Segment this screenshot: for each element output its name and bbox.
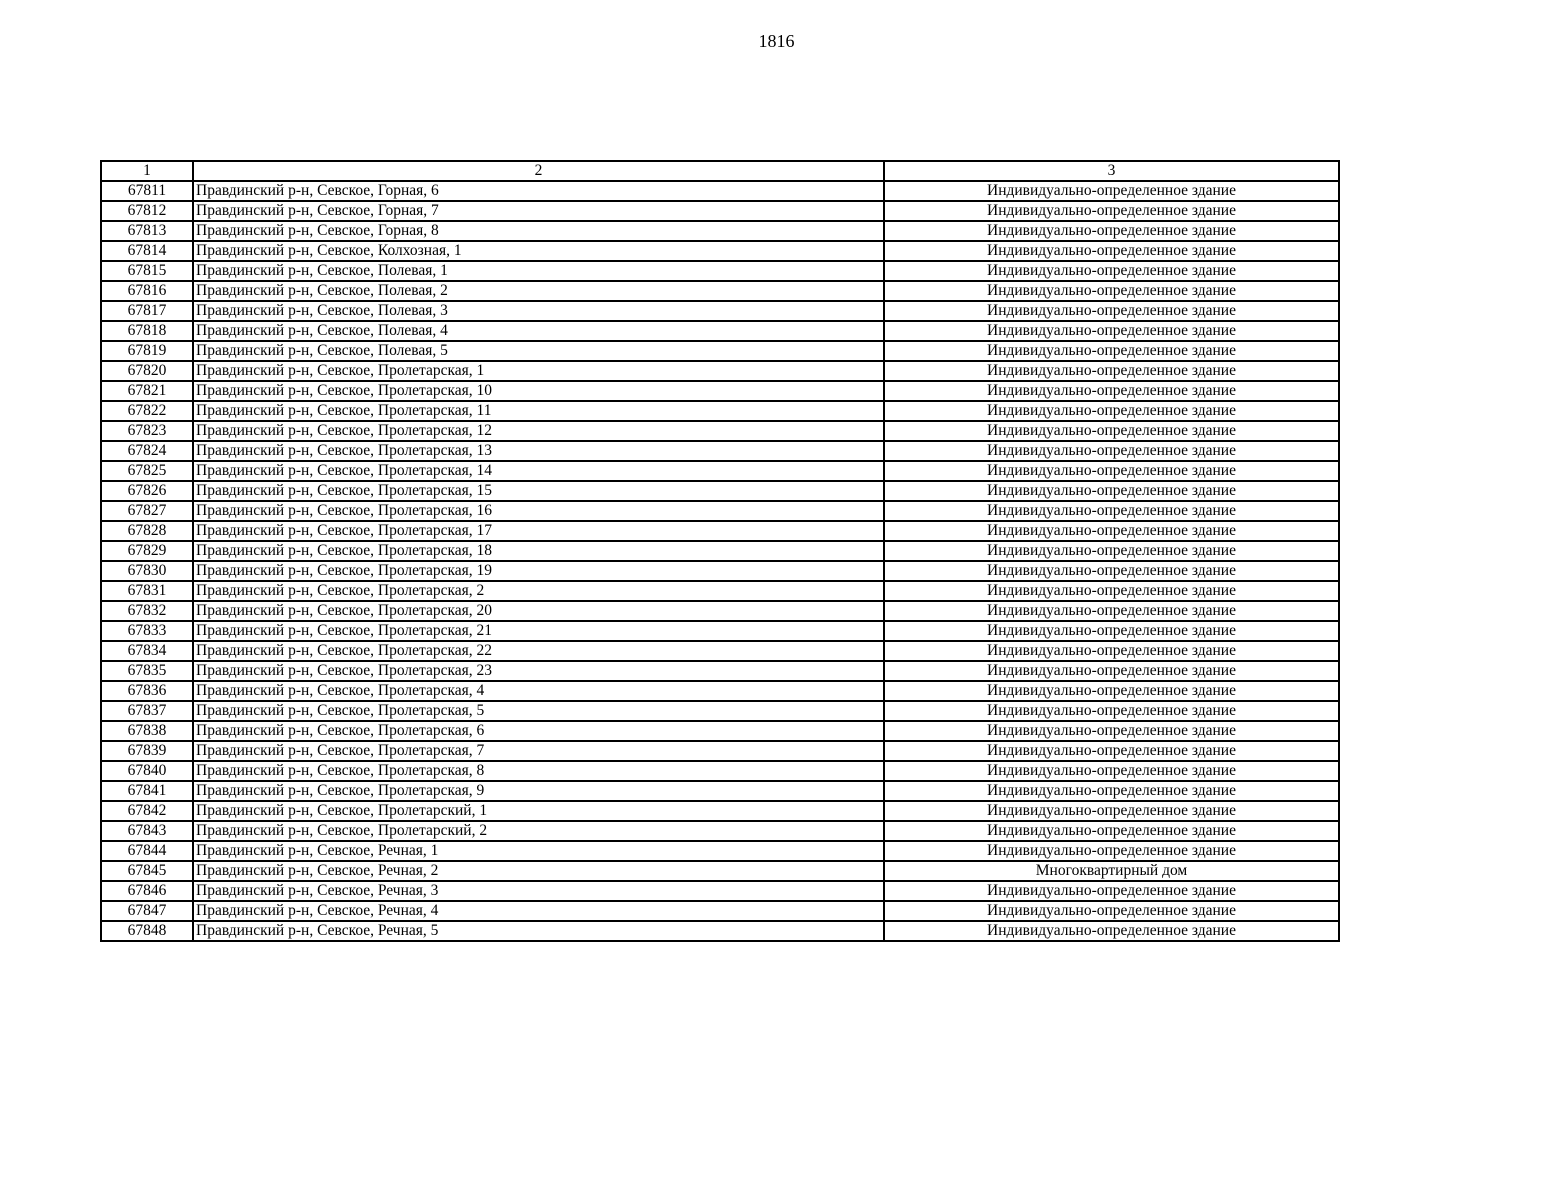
- object-type-cell: Индивидуально-определенное здание: [884, 401, 1339, 421]
- address-cell: Правдинский р-н, Севское, Речная, 4: [193, 901, 884, 921]
- row-number-cell: 67832: [101, 601, 193, 621]
- row-number-cell: 67821: [101, 381, 193, 401]
- address-cell: Правдинский р-н, Севское, Пролетарская, 10: [193, 381, 884, 401]
- address-cell: Правдинский р-н, Севское, Пролетарская, 15: [193, 481, 884, 501]
- table-row: [101, 861, 1339, 881]
- table-row: [101, 281, 1339, 301]
- table-row: [101, 921, 1339, 941]
- object-type-cell: Индивидуально-определенное здание: [884, 501, 1339, 521]
- table-row: [101, 621, 1339, 641]
- object-type-cell: Индивидуально-определенное здание: [884, 701, 1339, 721]
- table-row: [101, 241, 1339, 261]
- row-number-cell: 67827: [101, 501, 193, 521]
- object-type-cell: Многоквартирный дом: [884, 861, 1339, 881]
- object-type-cell: Индивидуально-определенное здание: [884, 781, 1339, 801]
- registry-table: [100, 160, 1340, 942]
- table-row: [101, 901, 1339, 921]
- object-type-cell: Индивидуально-определенное здание: [884, 441, 1339, 461]
- table-row: [101, 681, 1339, 701]
- column-header-1: 1: [101, 161, 193, 181]
- row-number-cell: 67818: [101, 321, 193, 341]
- address-cell: Правдинский р-н, Севское, Горная, 7: [193, 201, 884, 221]
- row-number-cell: 67815: [101, 261, 193, 281]
- column-header-2: 2: [193, 161, 884, 181]
- object-type-cell: Индивидуально-определенное здание: [884, 841, 1339, 861]
- row-number-cell: 67837: [101, 701, 193, 721]
- address-cell: Правдинский р-н, Севское, Пролетарская, 22: [193, 641, 884, 661]
- address-cell: Правдинский р-н, Севское, Пролетарский, 2: [193, 821, 884, 841]
- table-row: [101, 561, 1339, 581]
- row-number-cell: 67824: [101, 441, 193, 461]
- address-cell: Правдинский р-н, Севское, Пролетарская, 13: [193, 441, 884, 461]
- address-cell: Правдинский р-н, Севское, Пролетарская, 1: [193, 361, 884, 381]
- table-row: [101, 741, 1339, 761]
- table-row: [101, 361, 1339, 381]
- row-number-cell: 67829: [101, 541, 193, 561]
- object-type-cell: Индивидуально-определенное здание: [884, 921, 1339, 941]
- row-number-cell: 67844: [101, 841, 193, 861]
- object-type-cell: Индивидуально-определенное здание: [884, 741, 1339, 761]
- address-cell: Правдинский р-н, Севское, Пролетарская, 23: [193, 661, 884, 681]
- table-header-row: [101, 161, 1339, 181]
- object-type-cell: Индивидуально-определенное здание: [884, 321, 1339, 341]
- object-type-cell: Индивидуально-определенное здание: [884, 361, 1339, 381]
- row-number-cell: 67848: [101, 921, 193, 941]
- address-cell: Правдинский р-н, Севское, Речная, 1: [193, 841, 884, 861]
- row-number-cell: 67845: [101, 861, 193, 881]
- row-number-cell: 67819: [101, 341, 193, 361]
- object-type-cell: Индивидуально-определенное здание: [884, 821, 1339, 841]
- table-row: [101, 261, 1339, 281]
- object-type-cell: Индивидуально-определенное здание: [884, 421, 1339, 441]
- row-number-cell: 67835: [101, 661, 193, 681]
- table-row: [101, 521, 1339, 541]
- address-cell: Правдинский р-н, Севское, Полевая, 1: [193, 261, 884, 281]
- address-cell: Правдинский р-н, Севское, Пролетарская, 14: [193, 461, 884, 481]
- address-cell: Правдинский р-н, Севское, Пролетарский, 1: [193, 801, 884, 821]
- column-header-3: 3: [884, 161, 1339, 181]
- address-cell: Правдинский р-н, Севское, Речная, 3: [193, 881, 884, 901]
- row-number-cell: 67822: [101, 401, 193, 421]
- address-cell: Правдинский р-н, Севское, Пролетарская, 5: [193, 701, 884, 721]
- object-type-cell: Индивидуально-определенное здание: [884, 521, 1339, 541]
- table-row: [101, 801, 1339, 821]
- row-number-cell: 67825: [101, 461, 193, 481]
- object-type-cell: Индивидуально-определенное здание: [884, 341, 1339, 361]
- row-number-cell: 67833: [101, 621, 193, 641]
- object-type-cell: Индивидуально-определенное здание: [884, 601, 1339, 621]
- object-type-cell: Индивидуально-определенное здание: [884, 641, 1339, 661]
- table-row: [101, 401, 1339, 421]
- row-number-cell: 67811: [101, 181, 193, 201]
- object-type-cell: Индивидуально-определенное здание: [884, 681, 1339, 701]
- object-type-cell: Индивидуально-определенное здание: [884, 381, 1339, 401]
- object-type-cell: Индивидуально-определенное здание: [884, 201, 1339, 221]
- address-cell: Правдинский р-н, Севское, Пролетарская, 7: [193, 741, 884, 761]
- address-cell: Правдинский р-н, Севское, Пролетарская, 16: [193, 501, 884, 521]
- object-type-cell: Индивидуально-определенное здание: [884, 561, 1339, 581]
- object-type-cell: Индивидуально-определенное здание: [884, 541, 1339, 561]
- object-type-cell: Индивидуально-определенное здание: [884, 221, 1339, 241]
- row-number-cell: 67840: [101, 761, 193, 781]
- row-number-cell: 67817: [101, 301, 193, 321]
- row-number-cell: 67839: [101, 741, 193, 761]
- address-cell: Правдинский р-н, Севское, Полевая, 4: [193, 321, 884, 341]
- address-cell: Правдинский р-н, Севское, Пролетарская, 6: [193, 721, 884, 741]
- address-cell: Правдинский р-н, Севское, Пролетарская, 18: [193, 541, 884, 561]
- address-cell: Правдинский р-н, Севское, Речная, 2: [193, 861, 884, 881]
- table-row: [101, 481, 1339, 501]
- page-number: 1816: [758, 31, 795, 51]
- address-cell: Правдинский р-н, Севское, Полевая, 2: [193, 281, 884, 301]
- table-row: [101, 781, 1339, 801]
- table-row: [101, 461, 1339, 481]
- object-type-cell: Индивидуально-определенное здание: [884, 241, 1339, 261]
- table-row: [101, 821, 1339, 841]
- table-row: [101, 721, 1339, 741]
- row-number-cell: 67836: [101, 681, 193, 701]
- table-row: [101, 761, 1339, 781]
- address-cell: Правдинский р-н, Севское, Пролетарская, 11: [193, 401, 884, 421]
- address-cell: Правдинский р-н, Севское, Пролетарская, 2: [193, 581, 884, 601]
- row-number-cell: 67846: [101, 881, 193, 901]
- object-type-cell: Индивидуально-определенное здание: [884, 761, 1339, 781]
- row-number-cell: 67813: [101, 221, 193, 241]
- object-type-cell: Индивидуально-определенное здание: [884, 721, 1339, 741]
- row-number-cell: 67843: [101, 821, 193, 841]
- row-number-cell: 67814: [101, 241, 193, 261]
- object-type-cell: Индивидуально-определенное здание: [884, 881, 1339, 901]
- row-number-cell: 67830: [101, 561, 193, 581]
- table-row: [101, 641, 1339, 661]
- address-cell: Правдинский р-н, Севское, Горная, 6: [193, 181, 884, 201]
- object-type-cell: Индивидуально-определенное здание: [884, 801, 1339, 821]
- row-number-cell: 67831: [101, 581, 193, 601]
- address-cell: Правдинский р-н, Севское, Полевая, 3: [193, 301, 884, 321]
- row-number-cell: 67838: [101, 721, 193, 741]
- table-row: [101, 181, 1339, 201]
- address-cell: Правдинский р-н, Севское, Пролетарская, 8: [193, 761, 884, 781]
- table-row: [101, 661, 1339, 681]
- row-number-cell: 67816: [101, 281, 193, 301]
- object-type-cell: Индивидуально-определенное здание: [884, 581, 1339, 601]
- row-number-cell: 67820: [101, 361, 193, 381]
- table-row: [101, 301, 1339, 321]
- address-cell: Правдинский р-н, Севское, Пролетарская, 9: [193, 781, 884, 801]
- table-row: [101, 381, 1339, 401]
- address-cell: Правдинский р-н, Севское, Пролетарская, 21: [193, 621, 884, 641]
- row-number-cell: 67828: [101, 521, 193, 541]
- table-row: [101, 701, 1339, 721]
- object-type-cell: Индивидуально-определенное здание: [884, 481, 1339, 501]
- address-cell: Правдинский р-н, Севское, Пролетарская, 12: [193, 421, 884, 441]
- object-type-cell: Индивидуально-определенное здание: [884, 901, 1339, 921]
- table-row: [101, 421, 1339, 441]
- table-row: [101, 841, 1339, 861]
- object-type-cell: Индивидуально-определенное здание: [884, 281, 1339, 301]
- address-cell: Правдинский р-н, Севское, Речная, 5: [193, 921, 884, 941]
- row-number-cell: 67841: [101, 781, 193, 801]
- table-row: [101, 341, 1339, 361]
- row-number-cell: 67834: [101, 641, 193, 661]
- table-row: [101, 581, 1339, 601]
- address-cell: Правдинский р-н, Севское, Полевая, 5: [193, 341, 884, 361]
- table-row: [101, 501, 1339, 521]
- table-row: [101, 601, 1339, 621]
- address-cell: Правдинский р-н, Севское, Пролетарская, 4: [193, 681, 884, 701]
- address-cell: Правдинский р-н, Севское, Пролетарская, 20: [193, 601, 884, 621]
- table-row: [101, 201, 1339, 221]
- object-type-cell: Индивидуально-определенное здание: [884, 621, 1339, 641]
- row-number-cell: 67842: [101, 801, 193, 821]
- object-type-cell: Индивидуально-определенное здание: [884, 261, 1339, 281]
- object-type-cell: Индивидуально-определенное здание: [884, 661, 1339, 681]
- row-number-cell: 67823: [101, 421, 193, 441]
- object-type-cell: Индивидуально-определенное здание: [884, 181, 1339, 201]
- table-row: [101, 541, 1339, 561]
- address-cell: Правдинский р-н, Севское, Пролетарская, 19: [193, 561, 884, 581]
- table-row: [101, 321, 1339, 341]
- row-number-cell: 67812: [101, 201, 193, 221]
- table-row: [101, 441, 1339, 461]
- address-cell: Правдинский р-н, Севское, Пролетарская, 17: [193, 521, 884, 541]
- table-body: [101, 181, 1339, 941]
- row-number-cell: 67847: [101, 901, 193, 921]
- address-cell: Правдинский р-н, Севское, Колхозная, 1: [193, 241, 884, 261]
- object-type-cell: Индивидуально-определенное здание: [884, 461, 1339, 481]
- object-type-cell: Индивидуально-определенное здание: [884, 301, 1339, 321]
- row-number-cell: 67826: [101, 481, 193, 501]
- table-row: [101, 881, 1339, 901]
- table-row: [101, 221, 1339, 241]
- address-cell: Правдинский р-н, Севское, Горная, 8: [193, 221, 884, 241]
